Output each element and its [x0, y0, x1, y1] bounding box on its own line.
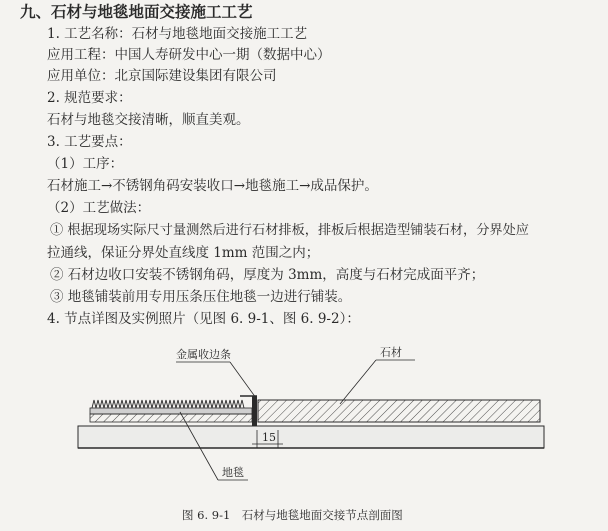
method-heading-line: （2）工艺做法：: [47, 200, 151, 216]
dimension-label: 15: [262, 431, 276, 444]
key-points-heading-line: 3. 工艺要点：: [47, 134, 132, 150]
figure-reference-line: 4. 节点详图及实例照片（见图 6. 9-1、图 6. 9-2）：: [47, 311, 360, 327]
method-step-1-line: ① 根据现场实际尺寸量测然后进行石材排板，排板后根据造型铺装石材，分界处应: [50, 223, 529, 238]
procedure-text-line: 石材施工→不锈钢角码安装收口→地毯施工→成品保护。: [47, 178, 378, 194]
metal-strip-label: 金属收边条: [176, 348, 231, 361]
method-step-3-line: ③ 地毯铺装前用专用压条压住地毯一边进行铺装。: [50, 289, 352, 305]
project-line: 应用工程：中国人寿研发中心一期（数据中心）: [47, 47, 331, 63]
spec-text-line: 石材与地毯交接清晰，顺直美观。: [47, 112, 250, 128]
spec-heading-line: 2. 规范要求：: [47, 90, 132, 106]
carpet-underlay: [90, 414, 252, 422]
stone-slab: [258, 400, 540, 422]
carpet-backing: [90, 408, 252, 414]
metal-strip-leader-arm: [230, 362, 256, 398]
stone-label: 石材: [380, 346, 402, 359]
procedure-heading-line: （1）工序：: [47, 156, 124, 172]
metal-edge-strip: [252, 396, 257, 426]
subfloor: [78, 426, 544, 448]
stone-leader-arm: [340, 360, 376, 404]
figure-caption: 图 6. 9-1 石材与地毯地面交接节点剖面图: [182, 508, 403, 522]
process-name-line: 1. 工艺名称：石材与地毯地面交接施工工艺: [47, 26, 308, 42]
carpet-label: 地毯: [222, 466, 244, 479]
section-drawing: [0, 330, 608, 505]
section-heading: 九、石材与地毯地面交接施工工艺: [20, 3, 253, 21]
carpet-pile: [92, 400, 244, 408]
method-step-2-line: ② 石材边收口安装不锈钢角码，厚度为 3mm，高度与石材完成面平齐；: [50, 267, 485, 283]
method-step-1-continued-line: 拉通线，保证分界处直线度 1mm 范围之内；: [47, 245, 320, 261]
company-line: 应用单位：北京国际建设集团有限公司: [47, 68, 277, 84]
